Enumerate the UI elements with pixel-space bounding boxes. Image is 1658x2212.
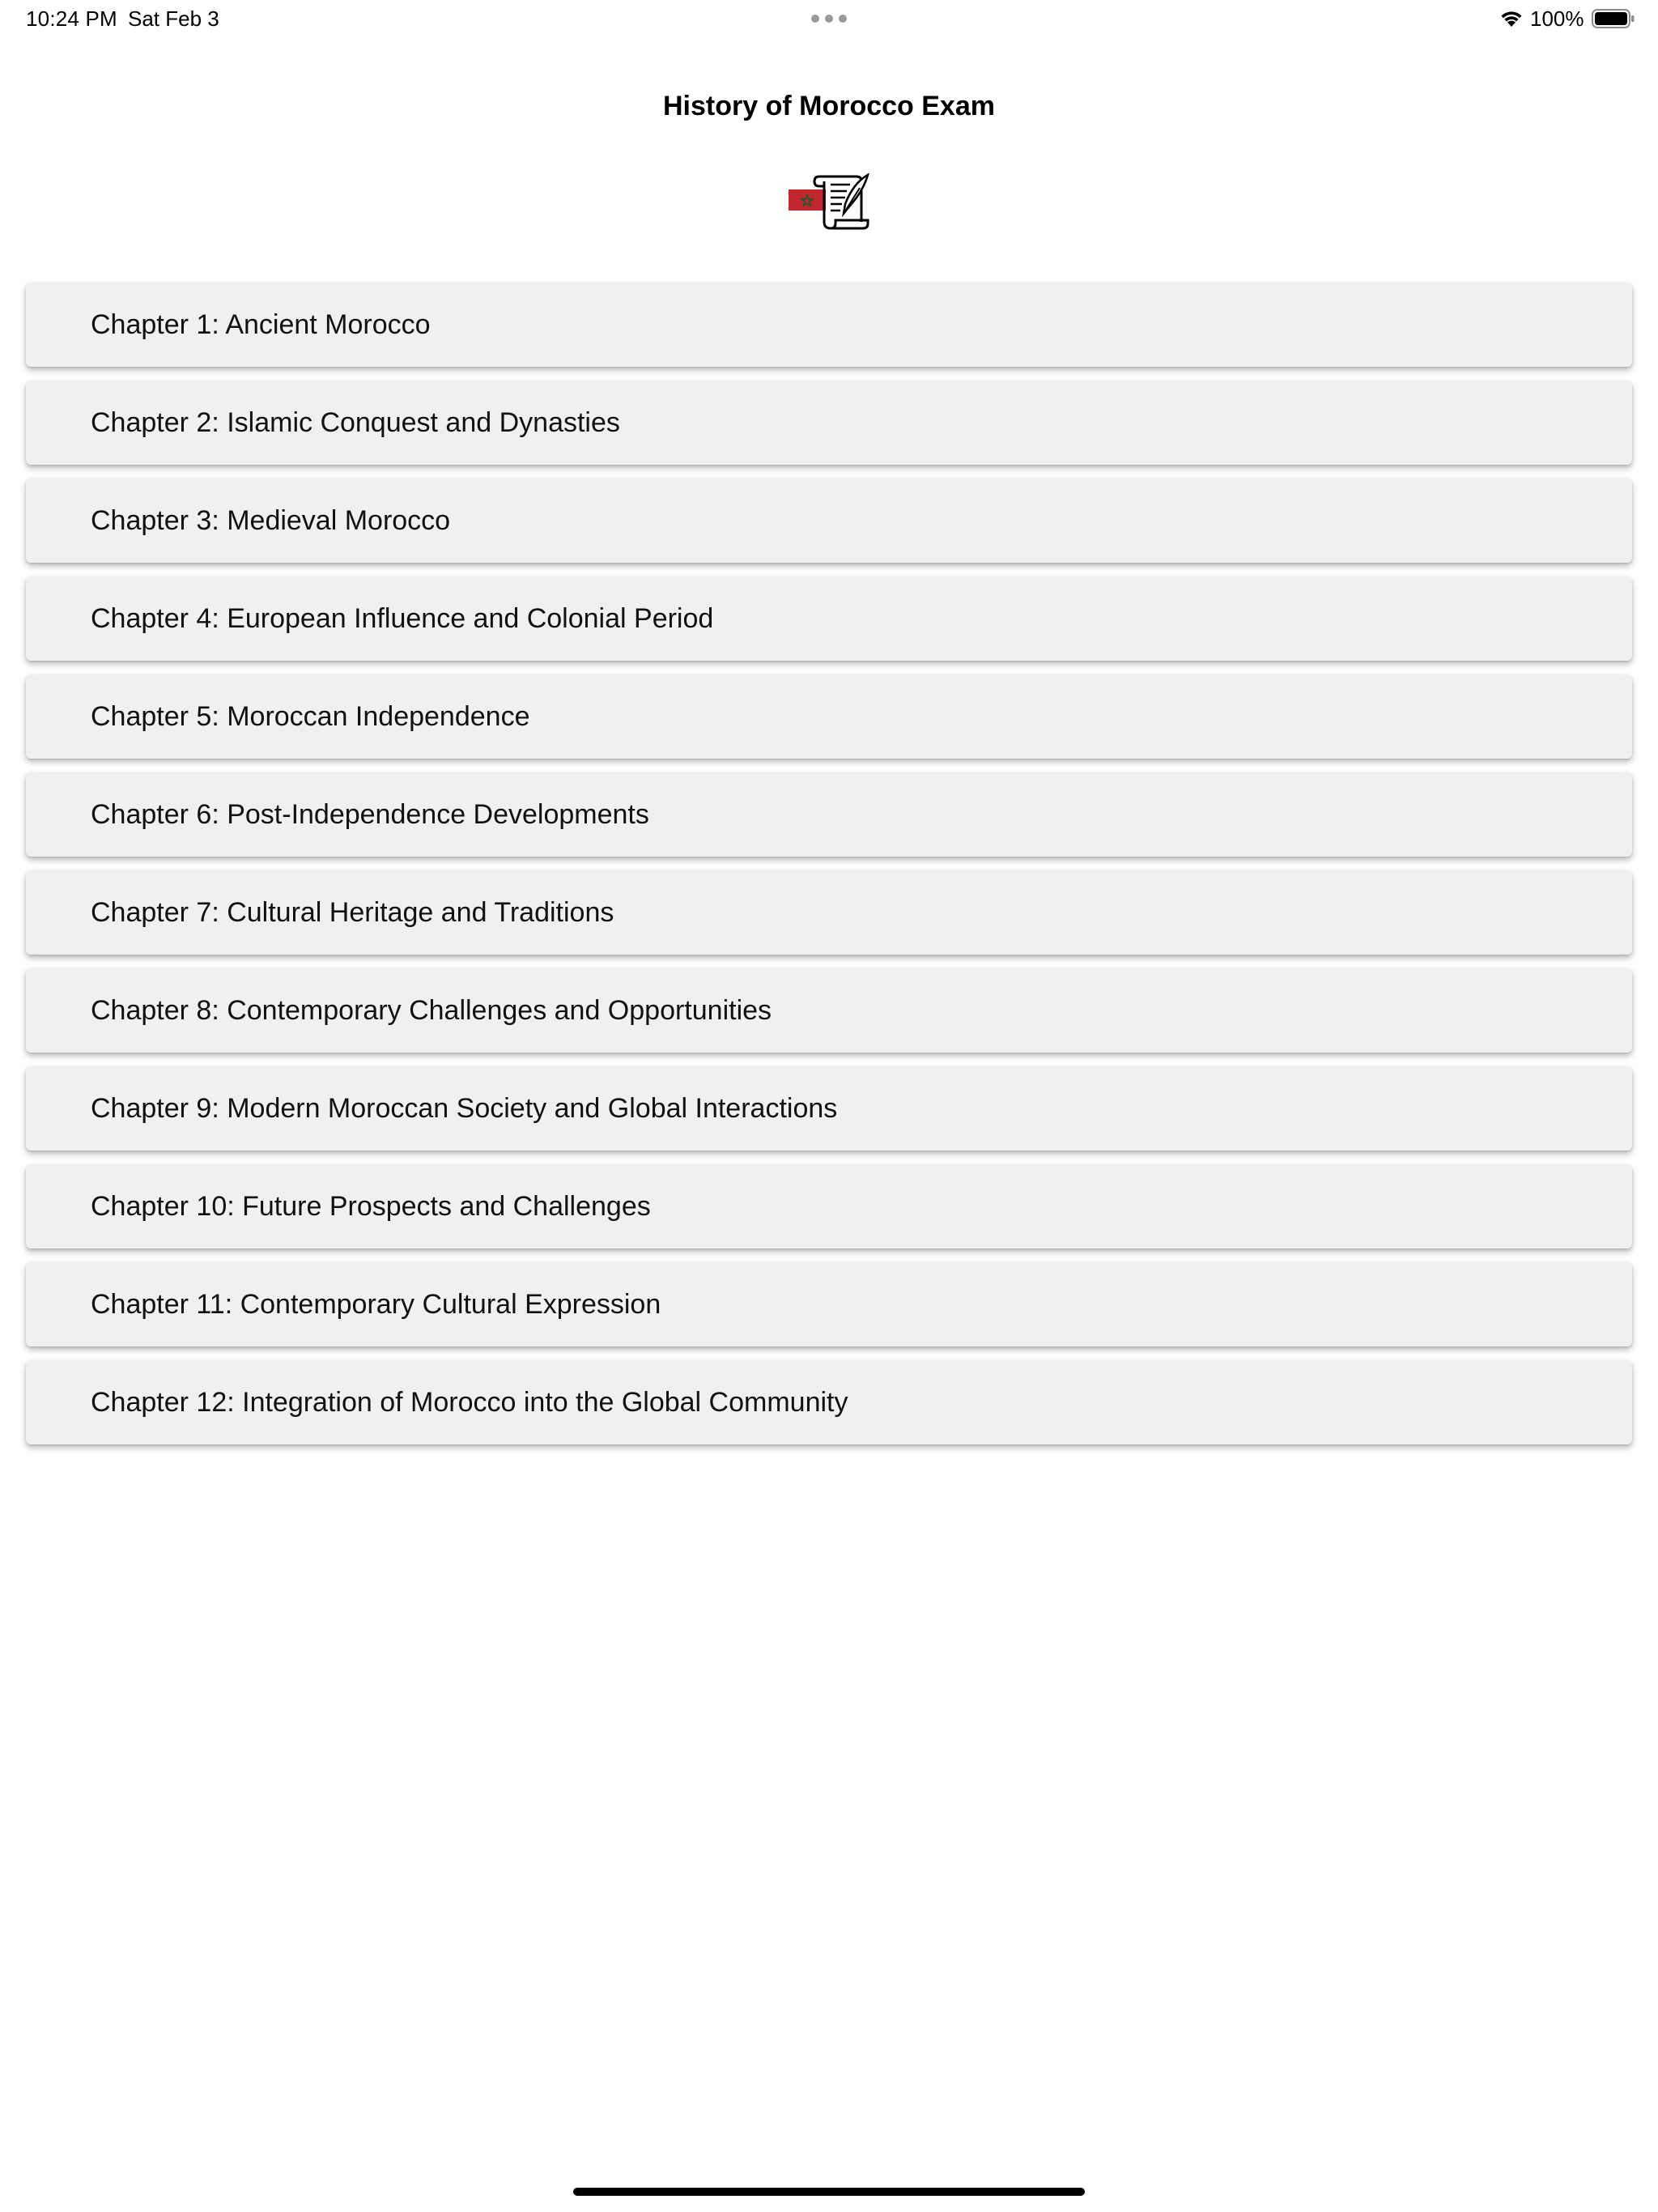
chapter-label: Chapter 4: European Influence and Colonial Period [91,603,714,634]
page-title: History of Morocco Exam [663,91,995,121]
chapter-list [26,283,1632,1458]
chapter-label: Chapter 10: Future Prospects and Challenges [91,1191,651,1222]
chapter-label: Chapter 11: Contemporary Cultural Expression [91,1289,661,1320]
chapter-label: Chapter 8: Contemporary Challenges and Opportunities [91,995,772,1026]
chapter-button-11[interactable] [26,1262,1632,1346]
chapter-button-1[interactable] [26,283,1632,367]
chapter-label: Chapter 6: Post-Independence Developments [91,799,649,830]
chapter-button-3[interactable] [26,479,1632,563]
wifi-icon [1499,7,1524,28]
chapter-label: Chapter 12: Integration of Morocco into the Global Community [91,1387,848,1418]
chapter-button-5[interactable] [26,674,1632,759]
chapter-button-10[interactable] [26,1164,1632,1249]
morocco-flag-scroll-icon [789,172,869,233]
chapter-button-6[interactable] [26,772,1632,857]
chapter-button-7[interactable] [26,870,1632,955]
status-date: Sat Feb 3 [128,6,219,31]
chapter-label: Chapter 7: Cultural Heritage and Traditions [91,897,614,928]
chapter-label: Chapter 9: Modern Moroccan Society and Global Interactions [91,1093,838,1124]
chapter-label: Chapter 1: Ancient Morocco [91,309,431,340]
chapter-button-4[interactable] [26,576,1632,661]
multitask-dots-icon[interactable] [811,15,847,23]
battery-icon [1592,8,1635,29]
battery-percent: 100% [1530,6,1584,31]
chapter-button-12[interactable] [26,1360,1632,1444]
chapter-button-2[interactable] [26,381,1632,465]
home-indicator[interactable] [573,2188,1085,2196]
status-time: 10:24 PM [26,6,117,31]
chapter-label: Chapter 2: Islamic Conquest and Dynasties [91,407,620,438]
chapter-label: Chapter 5: Moroccan Independence [91,701,530,732]
status-bar [0,0,1658,39]
chapter-button-9[interactable] [26,1066,1632,1151]
chapter-button-8[interactable] [26,968,1632,1053]
chapter-label: Chapter 3: Medieval Morocco [91,505,451,536]
